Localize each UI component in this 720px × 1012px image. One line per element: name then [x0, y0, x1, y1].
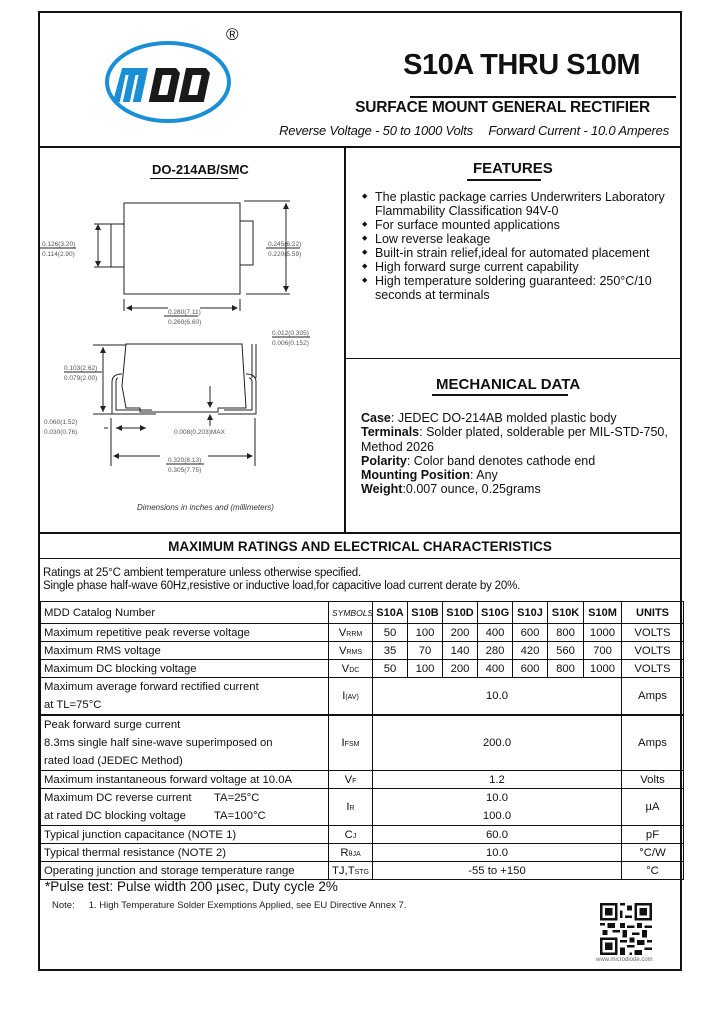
value-cell: 700 [584, 642, 622, 660]
mech-case: Case: JEDEC DO-214AB molded plastic body [361, 411, 617, 425]
value-cell: 1000 [584, 660, 622, 678]
dim-standoff: 0.008(0.203)MAX [174, 429, 225, 436]
features-title-underline [467, 179, 541, 181]
dim-lead-height-max: 0.126(3.20) [42, 241, 76, 248]
ratings-title-divider [40, 558, 680, 559]
table-row-vf [41, 771, 684, 789]
feature-item: ◆ Low reverse leakage [362, 232, 682, 246]
symbol-cell: VRRM [329, 624, 373, 642]
features-title: FEATURES [473, 160, 553, 177]
part-header-s10b: S10B [408, 602, 443, 624]
mech-weight: Weight:0.007 ounce, 0.25grams [361, 482, 541, 497]
pulse-test-note: *Pulse test: Pulse width 200 µsec, Duty cycle 2% [45, 879, 338, 894]
mechanical-section [346, 359, 682, 531]
mechanical-list [361, 411, 681, 497]
table-row-ir [41, 789, 684, 826]
mechanical-title-underline [432, 394, 568, 396]
value-cell: 1.2 [373, 771, 622, 789]
value-cell: 140 [443, 642, 478, 660]
value-cell: 35 [373, 642, 408, 660]
param-label: Typical thermal resistance (NOTE 2) [41, 844, 329, 862]
unit-cell: Amps [622, 715, 684, 771]
mech-terminals: Terminals: Solder plated, solderable per MIL-STD-750, Method 2026 [361, 425, 668, 454]
dim-lead-length-max: 0.060(1.52) [44, 419, 78, 426]
dim-body-width-min: 0.260(6.60) [168, 319, 202, 326]
qr-url: www.microdiode.com [596, 957, 653, 963]
reverse-voltage-summary: Reverse Voltage - 50 to 1000 Volts [279, 123, 473, 138]
table-row-iav [41, 678, 684, 716]
note-1: 1. High Temperature Solder Exemptions Applied, see EU Directive Annex 7. [88, 900, 407, 911]
unit-cell: °C/W [622, 844, 684, 862]
dim-lead-length-min: 0.030(0.76) [44, 429, 78, 436]
package-drawing [40, 186, 344, 496]
ratings-note-2: Single phase half-wave 60Hz,resistive or inductive load,for capacitive load current derate by 20%. [43, 580, 521, 592]
feature-item: ◆ High forward surge current capability [362, 260, 682, 274]
unit-cell: VOLTS [622, 642, 684, 660]
table-row-vrms [41, 642, 684, 660]
product-subtitle: SURFACE MOUNT GENERAL RECTIFIER [355, 99, 650, 116]
dim-overall-length-min: 0.305(7.75) [168, 467, 202, 474]
feature-item: ◆ The plastic package carries Underwriters Laboratory Flammability Classification 94V-0 [362, 190, 682, 218]
dim-lead-thickness-min: 0.006(0.152) [272, 340, 309, 347]
table-row-vrrm [41, 624, 684, 642]
param-label: Maximum DC blocking voltage [41, 660, 329, 678]
value-cell: 1000 [584, 624, 622, 642]
mech-mounting: Mounting Position: Any [361, 468, 498, 483]
table-row-ifsm [41, 715, 684, 771]
unit-cell: VOLTS [622, 624, 684, 642]
unit-cell: pF [622, 826, 684, 844]
ratings-table [40, 601, 684, 880]
symbols-header: SYMBOLS [329, 602, 373, 624]
symbol-cell: VDC [329, 660, 373, 678]
table-row-cj [41, 826, 684, 844]
qr-code[interactable] [600, 903, 652, 955]
mechanical-title: MECHANICAL DATA [436, 376, 581, 393]
symbol-cell: IR [329, 789, 373, 826]
param-label: Peak forward surge current 8.3ms single half sine-wave superimposed on rated load (JEDEC Method) [41, 715, 329, 771]
dim-overall-length-max: 0.320(8.13) [168, 457, 202, 464]
value-cell: 10.0 [373, 844, 622, 862]
symbol-cell: I(AV) [329, 678, 373, 716]
ratings-title: MAXIMUM RATINGS AND ELECTRICAL CHARACTERISTICS [168, 539, 552, 554]
value-cell: 200 [443, 660, 478, 678]
value-cell: 100 [408, 624, 443, 642]
package-section [40, 148, 344, 532]
value-cell: 200.0 [373, 715, 622, 771]
dimensions-note: Dimensions in inches and (millimeters) [137, 503, 274, 512]
dim-lead-height-min: 0.114(2.90) [42, 251, 75, 258]
symbol-cell: CJ [329, 826, 373, 844]
feature-item: ◆ High temperature soldering guaranteed: 250°C/10 seconds at terminals [362, 274, 682, 302]
symbol-cell: VF [329, 771, 373, 789]
datasheet-page [38, 11, 682, 971]
value-cell: 420 [513, 642, 548, 660]
ratings-note-1: Ratings at 25°C ambient temperature unless otherwise specified. [43, 567, 362, 579]
value-cell: 10.0 100.0 [373, 789, 622, 826]
value-cell: 50 [373, 660, 408, 678]
param-label: Operating junction and storage temperature range [41, 862, 329, 880]
mech-polarity: Polarity: Color band denotes cathode end [361, 453, 596, 468]
value-cell: 400 [478, 624, 513, 642]
features-list [362, 190, 682, 302]
unit-cell: µA [622, 789, 684, 826]
catalog-number-header: MDD Catalog Number [41, 602, 329, 624]
ratings-notes [43, 567, 520, 593]
package-title-underline [150, 178, 238, 179]
part-header-s10m: S10M [584, 602, 622, 624]
part-header-s10g: S10G [478, 602, 513, 624]
footnote [52, 900, 420, 911]
value-cell: 600 [513, 660, 548, 678]
symbol-cell: IFSM [329, 715, 373, 771]
unit-cell: °C [622, 862, 684, 880]
param-label: Maximum average forward rectified current at TL=75°C [41, 678, 329, 716]
unit-cell: VOLTS [622, 660, 684, 678]
unit-cell: Amps [622, 678, 684, 716]
value-cell: 800 [548, 660, 584, 678]
value-cell: 10.0 [373, 678, 622, 716]
symbol-cell: VRMS [329, 642, 373, 660]
part-header-s10k: S10K [548, 602, 584, 624]
param-label: Typical junction capacitance (NOTE 1) [41, 826, 329, 844]
dim-body-thickness-min: 0.079(2.00) [64, 375, 98, 382]
value-cell: 560 [548, 642, 584, 660]
part-header-s10a: S10A [373, 602, 408, 624]
mdd-logo [104, 40, 232, 124]
value-cell: -55 to +150 [373, 862, 622, 880]
features-section [346, 148, 682, 358]
title-underline [410, 96, 676, 98]
note-label: Note: [52, 900, 75, 911]
value-cell: 400 [478, 660, 513, 678]
dim-body-thickness-max: 0.103(2.62) [64, 365, 98, 372]
dim-body-height-max: 0.245(6.22) [268, 241, 302, 248]
part-header-s10d: S10D [443, 602, 478, 624]
value-cell: 200 [443, 624, 478, 642]
table-row-vdc [41, 660, 684, 678]
value-cell: 50 [373, 624, 408, 642]
part-title: S10A THRU S10M [403, 49, 640, 81]
param-label: Maximum repetitive peak reverse voltage [41, 624, 329, 642]
table-row-rth [41, 844, 684, 862]
feature-item: ◆ For surface mounted applications [362, 218, 682, 232]
part-header-s10j: S10J [513, 602, 548, 624]
feature-item: ◆ Built-in strain relief,ideal for automated placement [362, 246, 682, 260]
symbol-cell: TJ,TSTG [329, 862, 373, 880]
units-header: UNITS [622, 602, 684, 624]
rating-summary [267, 123, 669, 138]
package-title: DO-214AB/SMC [152, 162, 249, 177]
param-label: Maximum instantaneous forward voltage at 10.0A [41, 771, 329, 789]
value-cell: 60.0 [373, 826, 622, 844]
value-cell: 600 [513, 624, 548, 642]
unit-cell: Volts [622, 771, 684, 789]
dim-body-height-min: 0.220(5.59) [268, 251, 302, 258]
value-cell: 800 [548, 624, 584, 642]
param-label: Maximum RMS voltage [41, 642, 329, 660]
value-cell: 100 [408, 660, 443, 678]
table-row-tj [41, 862, 684, 880]
registered-mark: ® [226, 25, 239, 44]
param-label: Maximum DC reverse current TA=25°C at rated DC blocking voltage TA=100°C [41, 789, 329, 826]
dim-lead-thickness-max: 0.012(0.305) [272, 330, 309, 337]
dim-body-width-max: 0.280(7.11) [168, 309, 201, 316]
value-cell: 280 [478, 642, 513, 660]
table-header-row [41, 602, 684, 624]
forward-current-summary: Forward Current - 10.0 Amperes [488, 123, 669, 138]
value-cell: 70 [408, 642, 443, 660]
symbol-cell: RθJA [329, 844, 373, 862]
